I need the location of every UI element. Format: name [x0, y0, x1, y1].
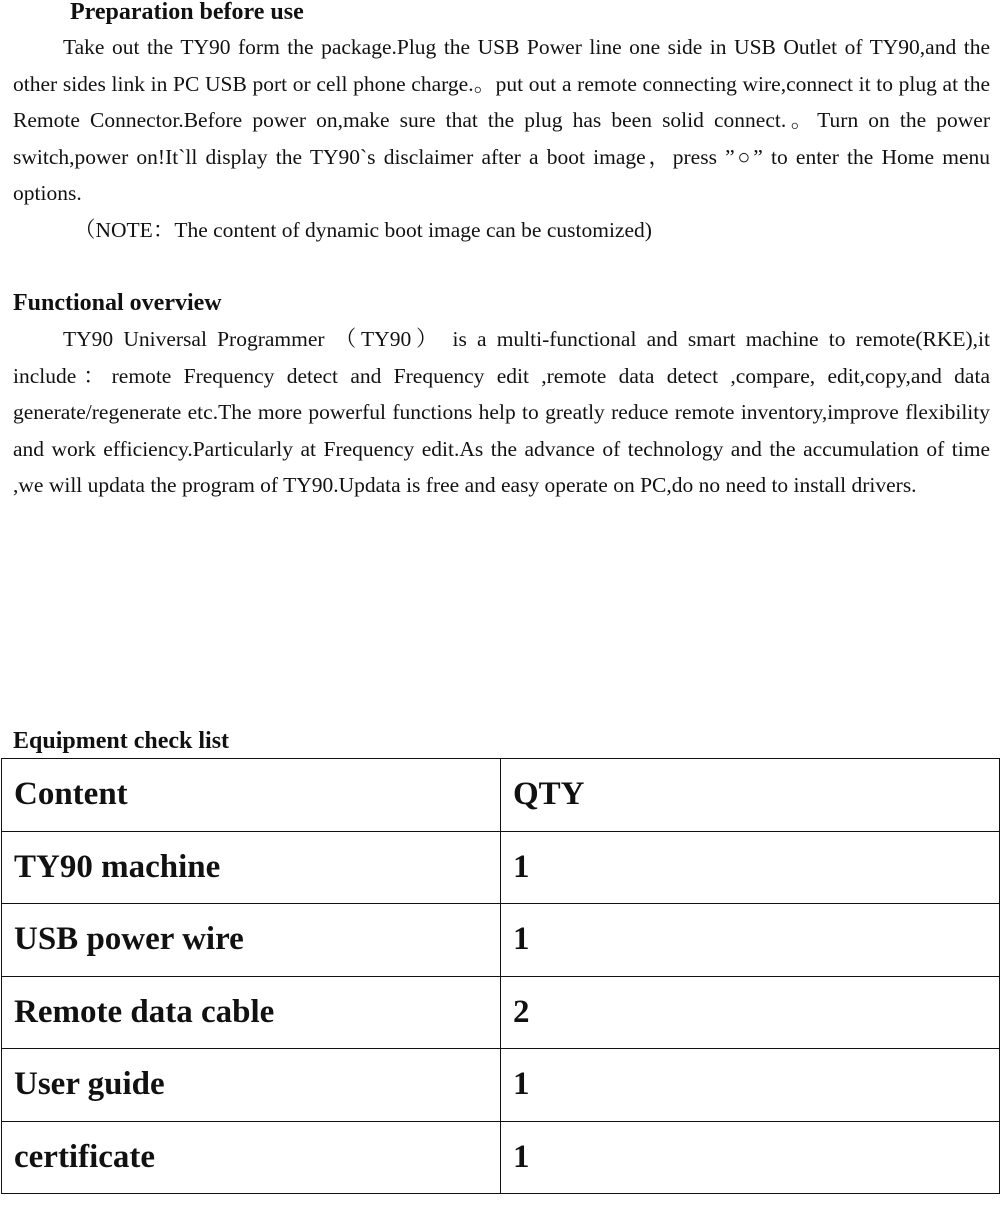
table-header-row — [2, 759, 1000, 832]
overview-heading: Functional overview — [13, 290, 222, 316]
table-row — [2, 1121, 1000, 1194]
table-row — [2, 976, 1000, 1049]
preparation-heading: Preparation before use — [70, 0, 304, 25]
table-row — [2, 904, 1000, 977]
qty-cell: 1 — [501, 904, 1000, 977]
content-cell: User guide — [2, 1049, 501, 1122]
table-row — [2, 831, 1000, 904]
preparation-note: （NOTE：The content of dynamic boot image can be customized) — [74, 218, 652, 242]
qty-cell: 1 — [501, 1121, 1000, 1194]
content-cell: Remote data cable — [2, 976, 501, 1049]
overview-paragraph: TY90 Universal Programmer （TY90） is a multi-functional and smart machine to remote(RKE),it include：remote Frequency detect and Frequency edit ,remote data detect ,compare, edit,copy,and data generate/regenerate etc.The more powerful functions help to greatly reduce remote inventory,improve flexibility and work efficiency.Particularly at Frequency edit.As the advance of technology and the accumulation of time ,we will updata the program of TY90.Updata is free and easy operate on PC,do no need to install drivers. — [13, 327, 990, 498]
qty-cell: 1 — [501, 1049, 1000, 1122]
qty-cell: 1 — [501, 831, 1000, 904]
content-cell: USB power wire — [2, 904, 501, 977]
content-cell: TY90 machine — [2, 831, 501, 904]
preparation-paragraph: Take out the TY90 form the package.Plug the USB Power line one side in USB Outlet of TY90,and the other sides link in PC USB port or cell phone charge.。put out a remote connecting wire,connect it to plug at the Remote Connector.Before power on,make sure that the plug has been solid connect.。Turn on the power switch,power on!It`ll display the TY90`s disclaimer after a boot image，press ”○” to enter the Home menu options. — [13, 35, 990, 206]
checklist-heading: Equipment check list — [13, 728, 230, 754]
table-row — [2, 1049, 1000, 1122]
equipment-table — [1, 758, 1000, 1194]
qty-cell: 2 — [501, 976, 1000, 1049]
column-header-qty: QTY — [501, 759, 1000, 832]
content-cell: certificate — [2, 1121, 501, 1194]
column-header-content: Content — [2, 759, 501, 832]
